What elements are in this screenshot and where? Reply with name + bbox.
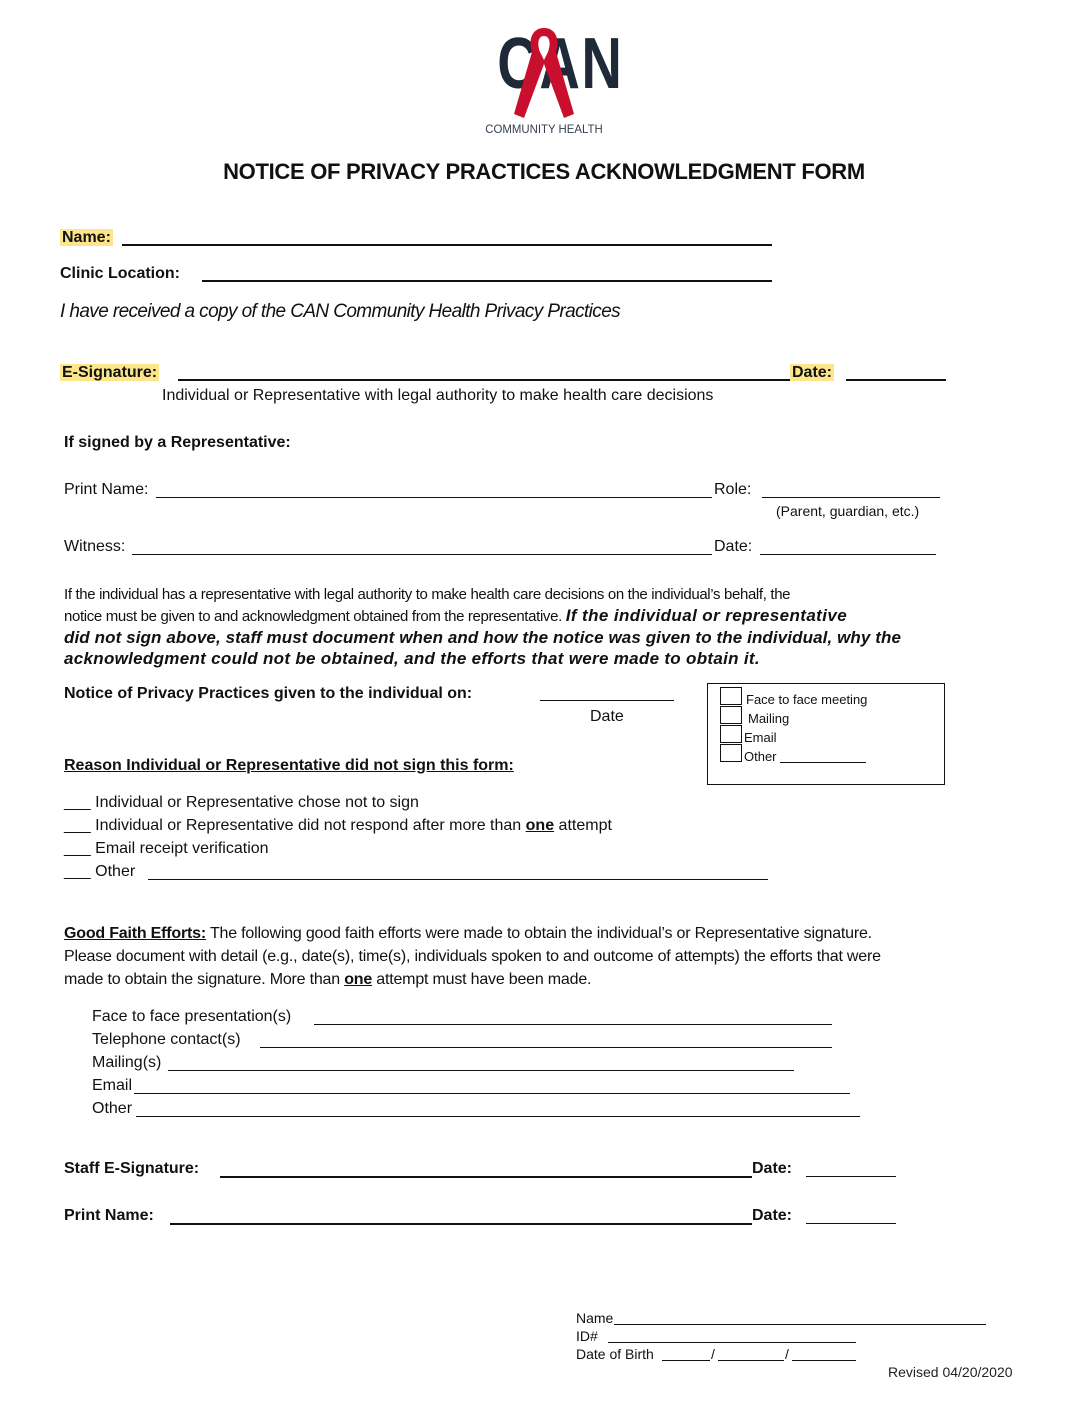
good-faith-line-1 [64,922,881,945]
good-faith-line-3-after: attempt must have been made. [376,971,592,988]
method-face-to-face: Face to face meeting [746,692,868,707]
staff-print-name-label: Print Name: [64,1207,154,1224]
good-faith-line-3-before: made to obtain the signature. More than [64,971,340,988]
good-faith-paragraph [64,922,881,991]
esignature-label [60,363,159,383]
logo-brand-text: CAN [497,24,624,104]
staff-print-name-field[interactable] [170,1223,752,1225]
method-email: Email [744,730,777,745]
esignature-date-label [790,363,834,383]
reason-option-3-text: Email receipt verification [95,840,269,857]
clinic-location-field[interactable] [202,280,772,282]
print-name-label: Print Name: [64,481,149,498]
staff-esignature-field[interactable] [220,1176,752,1178]
good-faith-line-3-one: one [344,971,373,988]
patient-dob-month-field[interactable] [662,1360,710,1361]
patient-id-label: ID# [576,1328,598,1344]
paragraph-line-2-plain: notice must be given to and acknowledgment obtained from the representative. [64,608,562,625]
patient-dob-slash-1: / [711,1346,715,1362]
staff-print-name-date-field[interactable] [806,1223,896,1224]
name-label-text: Name: [62,229,111,246]
effort-telephone-field[interactable] [260,1047,832,1048]
reason-option-1-blank: ___ [64,794,91,811]
reason-option-2-one: one [525,817,555,834]
checkbox-face-to-face[interactable] [720,687,742,705]
reason-option-2-blank: ___ [64,817,91,834]
effort-mailing-field[interactable] [168,1070,794,1071]
patient-dob-day-field[interactable] [718,1360,784,1361]
reason-heading: Reason Individual or Representative did not sign this form: [64,757,514,774]
effort-mailing-label: Mailing(s) [92,1054,162,1071]
staff-esignature-date-label: Date: [752,1160,793,1177]
received-statement: I have received a copy of the CAN Community Health Privacy Practices [60,301,621,322]
good-faith-line-2: Please document with detail (e.g., date(s), time(s), individuals spoken to and outcome of attempts) the efforts that were [64,948,881,965]
paragraph-line-2-emph: If the individual or representative [565,606,848,625]
reason-option-3[interactable] [64,839,269,859]
esignature-date-field[interactable] [846,379,946,381]
patient-name-field[interactable] [614,1324,986,1325]
patient-dob-slash-2: / [785,1346,789,1362]
effort-face-to-face-field[interactable] [314,1024,832,1025]
good-faith-line-3 [64,968,881,991]
paragraph-line-3: did not sign above, staff must document when and how the notice was given to the individual, why the [64,628,902,647]
paragraph-line-2 [64,605,901,627]
notice-given-date-caption: Date [590,708,624,725]
esignature-date-label-text: Date: [792,364,833,381]
checkbox-other[interactable] [720,744,742,762]
page-title: NOTICE OF PRIVACY PRACTICES ACKNOWLEDGMENT FORM [223,159,865,184]
reason-option-2[interactable] [64,816,612,836]
reason-option-4-blank: ___ [64,863,91,880]
reason-option-1[interactable] [64,793,419,813]
patient-dob-year-field[interactable] [792,1360,856,1361]
notice-given-date-field[interactable] [540,700,674,701]
paragraph-line-1: If the individual has a representative with legal authority to make health care decisions on the individual’s behalf, the [64,586,791,603]
name-label [60,228,113,248]
effort-other-field[interactable] [136,1116,860,1117]
esignature-label-text: E-Signature: [62,364,158,381]
patient-name-label: Name [576,1310,614,1326]
good-faith-heading: Good Faith Efforts: [64,925,206,942]
role-field[interactable] [762,497,940,498]
witness-label: Witness: [64,538,126,555]
witness-field[interactable] [132,554,712,555]
checkbox-mailing[interactable] [720,706,742,724]
esignature-caption: Individual or Representative with legal authority to make health care decisions [162,387,714,404]
good-faith-line-1-text: The following good faith efforts were made to obtain the individual’s or Representative signature. [209,925,872,942]
name-field[interactable] [122,244,772,246]
effort-face-to-face-label: Face to face presentation(s) [92,1008,292,1025]
representative-heading: If signed by a Representative: [64,434,291,451]
instruction-paragraph [64,584,901,669]
notice-given-label: Notice of Privacy Practices given to the individual on: [64,685,473,702]
effort-email-label: Email [92,1077,133,1094]
logo [484,22,624,142]
reason-option-3-blank: ___ [64,840,91,857]
print-name-field[interactable] [156,497,712,498]
effort-email-field[interactable] [134,1093,850,1094]
staff-esignature-label: Staff E-Signature: [64,1160,200,1177]
revised-date: Revised 04/20/2020 [888,1364,1013,1380]
staff-print-name-date-label: Date: [752,1207,793,1224]
reason-option-1-text: Individual or Representative chose not to sign [95,794,419,811]
method-other-field[interactable] [780,762,866,763]
clinic-location-label: Clinic Location: [60,265,180,282]
effort-other-label: Other [92,1100,133,1117]
witness-date-field[interactable] [760,554,936,555]
method-other: Other [744,749,777,764]
role-label: Role: [714,481,752,498]
reason-option-4-text: Other [95,863,136,880]
logo-subtitle: COMMUNITY HEALTH [485,122,603,136]
staff-esignature-date-field[interactable] [806,1176,896,1177]
effort-telephone-label: Telephone contact(s) [92,1031,241,1048]
reason-other-field[interactable] [148,879,768,880]
reason-option-4[interactable] [64,862,135,882]
esignature-field[interactable] [178,379,790,381]
reason-option-2-text: Individual or Representative did not respond after more than [95,817,522,834]
reason-option-2-after: attempt [558,817,612,834]
paragraph-line-4: acknowledgment could not be obtained, and the efforts that were made to obtain it. [64,649,760,668]
ribbon-icon [484,22,624,122]
method-mailing: Mailing [748,711,790,726]
checkbox-email[interactable] [720,725,742,743]
witness-date-label: Date: [714,538,753,555]
role-hint: (Parent, guardian, etc.) [776,503,920,519]
patient-id-field[interactable] [608,1342,856,1343]
patient-dob-label: Date of Birth [576,1346,654,1362]
delivery-method-box [707,683,945,785]
